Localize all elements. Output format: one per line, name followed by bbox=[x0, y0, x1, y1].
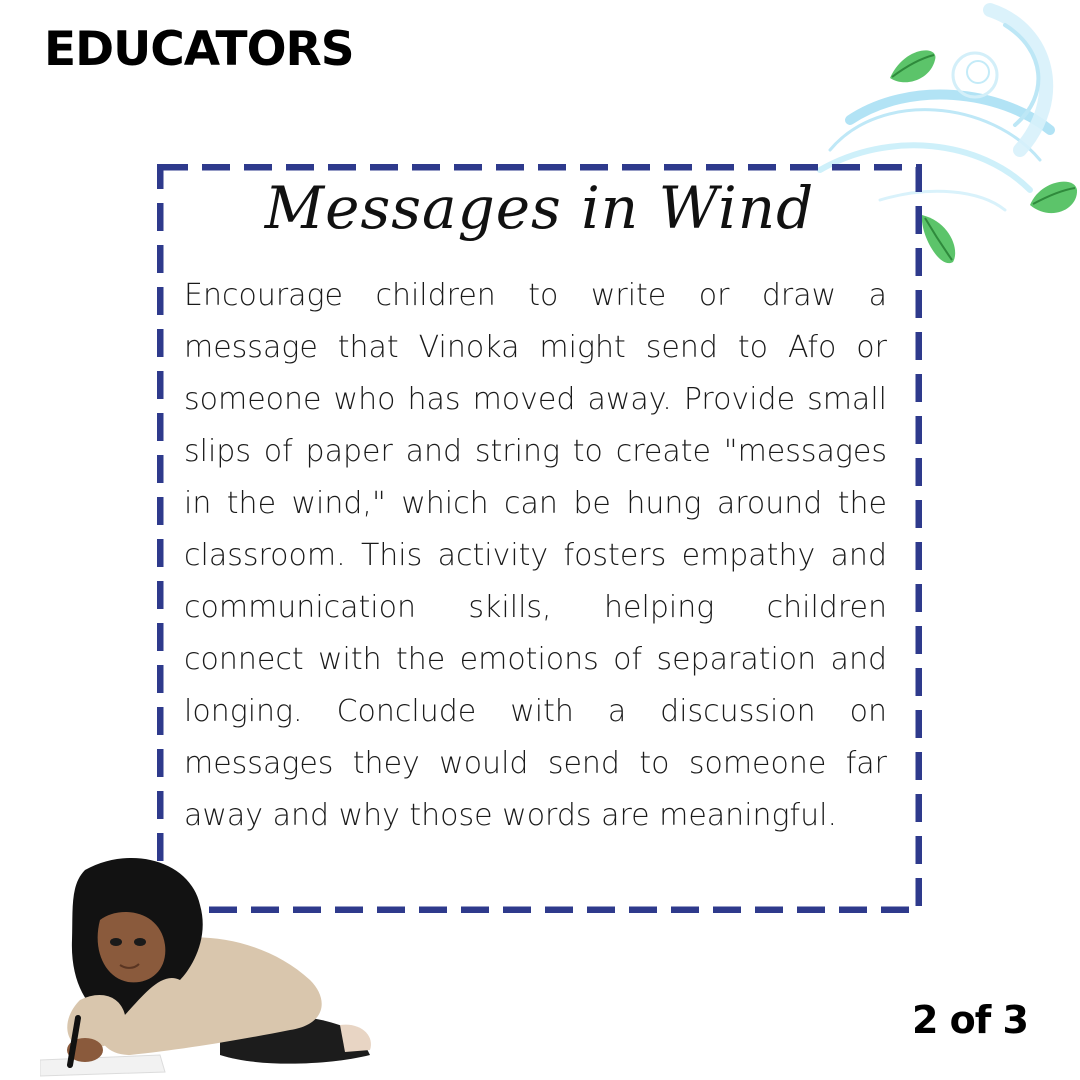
page-indicator: 2 of 3 bbox=[912, 998, 1028, 1042]
leaf-icon bbox=[922, 215, 955, 263]
leaf-icon bbox=[1030, 182, 1077, 214]
card-title: Messages in Wind bbox=[264, 174, 815, 242]
girl-writing-illustration bbox=[40, 850, 400, 1080]
section-label: EDUCATORS bbox=[44, 22, 354, 77]
card-body-text: Encourage children to write or draw a message that Vinoka might send to Afo or someone who has moved away. Provide small slips of paper and string to create "messages in the wind," which can be hung around the classroom. This activity fosters empathy and communication skills, helping children connect with the emotions of separation and longing. Conclude with a discussion on messages they would send to someone far away and why those words are meaningful. bbox=[184, 278, 887, 833]
leaf-icon bbox=[890, 50, 935, 82]
activity-card bbox=[157, 164, 922, 913]
